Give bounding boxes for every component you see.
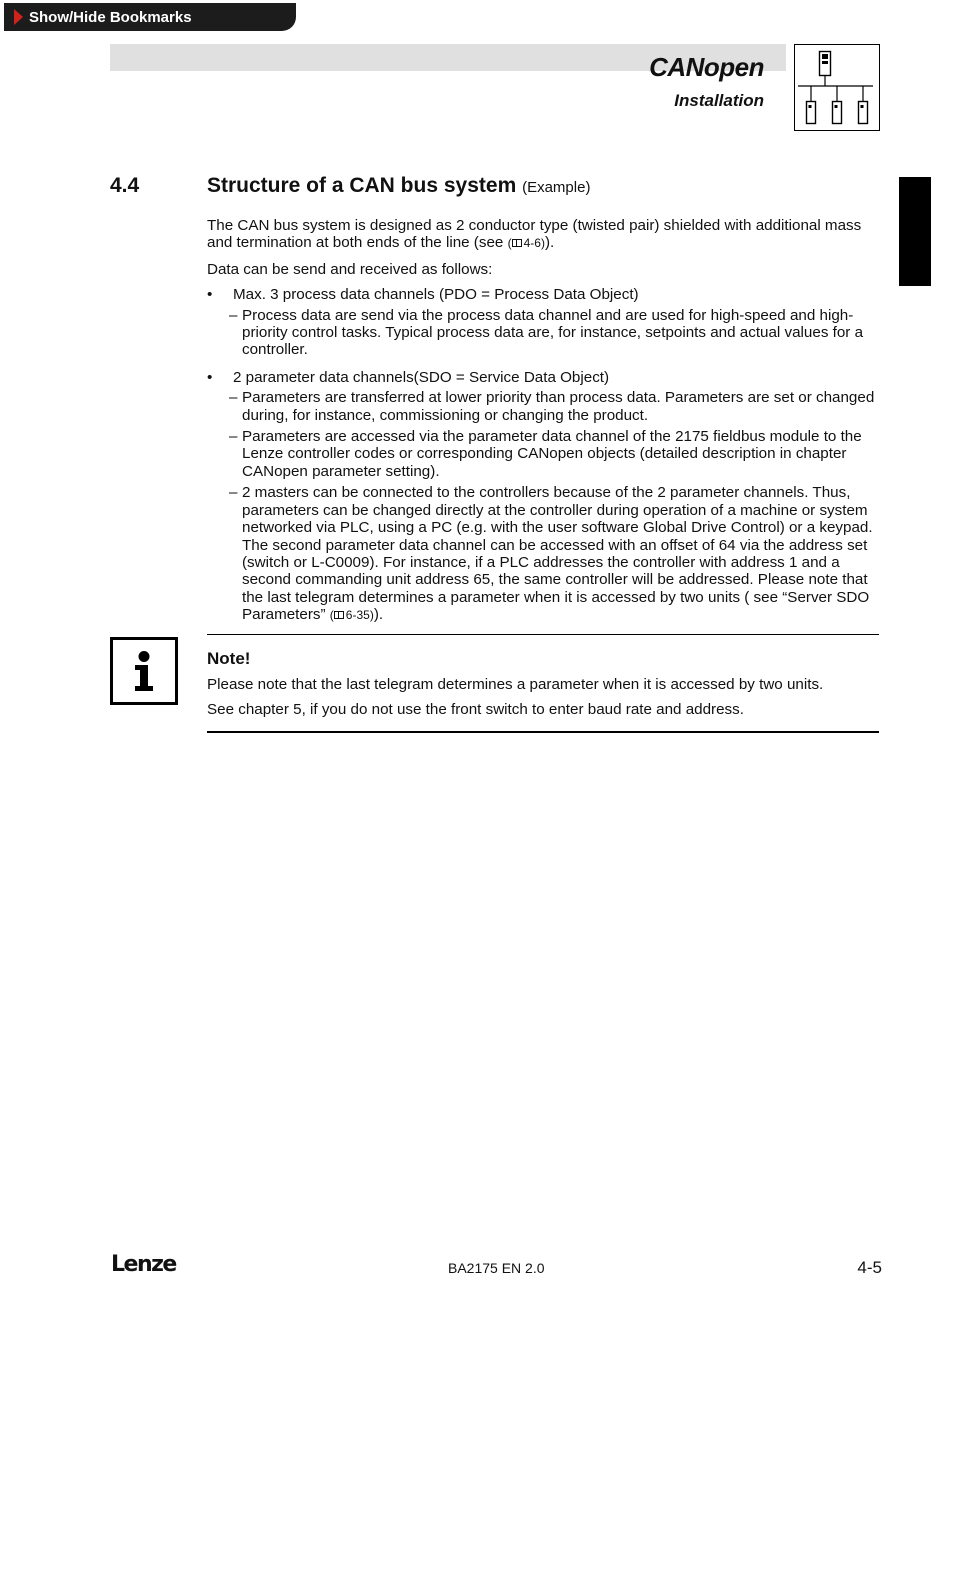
bullet-text: 2 parameter data channels(SDO = Service Data Object): [233, 368, 610, 386]
book-icon: [512, 239, 522, 247]
bullet-item: [207, 369, 887, 386]
info-icon: [110, 637, 178, 705]
sub-item: [207, 389, 887, 424]
page-ref-text: 4-6): [523, 236, 545, 251]
note-line: Please note that the last telegram determines a parameter when it is accessed by two units.: [207, 676, 824, 693]
intro-paragraph: [207, 217, 887, 253]
dash-mark: –: [229, 389, 238, 407]
header-title: CANopen: [649, 52, 764, 82]
sub-item-close: ).: [373, 606, 384, 624]
sub-item: [207, 484, 887, 624]
section-title-text: Structure of a CAN bus system: [207, 174, 517, 197]
lenze-logo: Lenze: [111, 1252, 176, 1277]
note-heading: Note!: [207, 649, 251, 668]
section-body: [207, 217, 887, 629]
section-title-suffix: (Example): [522, 179, 591, 196]
bullet-text: Max. 3 process data channels (PDO = Process Data Object): [233, 286, 639, 304]
sub-item-text: Parameters are accessed via the parameter data channel of the 2175 fieldbus module to the Lenze controller codes or corresponding CANopen objects (detailed description in chapter CANopen parameter setting).: [242, 428, 862, 480]
sub-item-text: Process data are send via the process data channel and are used for high-speed and high-priority control tasks. Typical process data are, for instance, setpoints and actual values for a controller.: [242, 306, 864, 359]
book-icon: [334, 611, 344, 619]
sub-item: [207, 428, 887, 480]
section-number: 4.4: [110, 174, 140, 197]
page-reference-link[interactable]: ( 4-6): [507, 236, 545, 251]
header-subtitle: Installation: [674, 91, 764, 110]
footer-page-number: 4-5: [857, 1258, 882, 1277]
bullet-dot: •: [207, 286, 213, 304]
data-intro: Data can be send and received as follows:: [207, 260, 493, 278]
sub-item-text: 2 masters can be connected to the controllers because of the 2 parameter channels. Thus, parameters can be changed directly at the controller during operation of a machine or system networked via PLC, using a PC (e.g. with the user software Global Drive Control) or a keypad. The second parameter data channel can be accessed with an offset of 64 via the address set (switch or L-C0009). For instance, if a PLC addresses the controller with address 1 and a second commanding unit address 65, the same controller will be addressed. Please note that the last telegram determines a parameter when it is accessed by two units ( see “Server SDO Parameters”: [242, 484, 873, 624]
bullet-item: [207, 286, 887, 303]
intro-text: The CAN bus system is designed as 2 conductor type (twisted pair) shielded with additional mass and termination at both ends of the line (see: [207, 217, 862, 252]
sub-item: [207, 307, 887, 359]
note-line: See chapter 5, if you do not use the front switch to enter baud rate and address.: [207, 701, 744, 718]
footer-doc-id: BA2175 EN 2.0: [448, 1260, 545, 1276]
dash-mark: –: [229, 484, 238, 502]
bullet-dot: •: [207, 368, 213, 386]
intro-close: ).: [544, 234, 555, 252]
sub-item-text: Parameters are transferred at lower priority than process data. Parameters are set or changed during, for instance, commissioning or changing the product.: [242, 389, 875, 424]
triangle-right-icon: [14, 9, 23, 25]
note-divider-bottom: [207, 731, 879, 733]
network-topology-icon: [794, 44, 880, 131]
dash-mark: –: [229, 306, 238, 324]
page-reference-link[interactable]: ( 6-35): [329, 608, 374, 623]
dash-mark: –: [229, 428, 238, 446]
show-hide-bookmarks-button[interactable]: [4, 3, 296, 31]
section-title: [207, 174, 590, 198]
chapter-tab-marker: [899, 177, 931, 286]
bookmarks-label: Show/Hide Bookmarks: [29, 8, 192, 26]
note-divider-top: [207, 634, 879, 635]
page-ref-text: 6-35): [345, 608, 374, 623]
